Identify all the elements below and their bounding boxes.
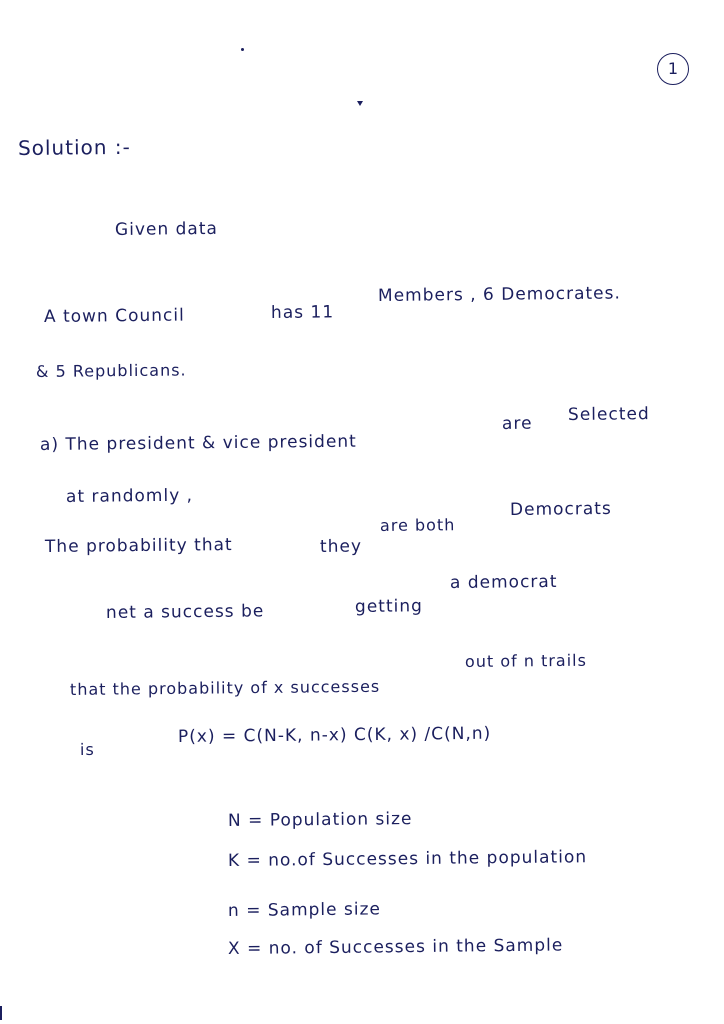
text-are: are [501, 413, 533, 434]
text-is: is [79, 739, 95, 759]
given-data-label: Given data [114, 218, 218, 240]
definition-n: n = Sample size [227, 899, 382, 921]
definition-N: N = Population size [227, 809, 413, 831]
text-members-democrates: Members , 6 Democrates. [377, 283, 621, 306]
text-net-success: net a success be [105, 601, 265, 623]
text-probability-x-successes: that the probability of x successes [69, 676, 381, 699]
text-town-council: A town Council [43, 305, 185, 327]
text-probability-that: The probability that [44, 535, 233, 557]
ink-dot [241, 48, 244, 51]
solution-heading: Solution :- [17, 134, 131, 160]
text-selected: Selected [567, 404, 650, 425]
definition-K: K = no.of Successes in the population [227, 847, 588, 871]
text-democrats: Democrats [509, 498, 612, 520]
definition-X: X = no. of Successes in the Sample [227, 935, 564, 959]
formula-hypergeometric: P(x) = C(N-K, n-x) C(K, x) /C(N,n) [177, 723, 492, 747]
text-republicans: & 5 Republicans. [35, 360, 187, 381]
text-president-vice: a) The president & vice president [39, 431, 357, 455]
text-they: they [319, 536, 363, 557]
text-at-randomly: at randomly , [65, 485, 194, 507]
edge-mark [0, 1006, 2, 1020]
text-a-democrat: a democrat [449, 571, 558, 593]
text-are-both: are both [379, 515, 456, 535]
text-out-of-n-trails: out of n trails [464, 650, 587, 671]
text-has-members: has 11 [270, 302, 335, 323]
text-getting: getting [354, 596, 423, 617]
page-number: 1 [657, 53, 689, 85]
ink-mark [357, 101, 363, 106]
